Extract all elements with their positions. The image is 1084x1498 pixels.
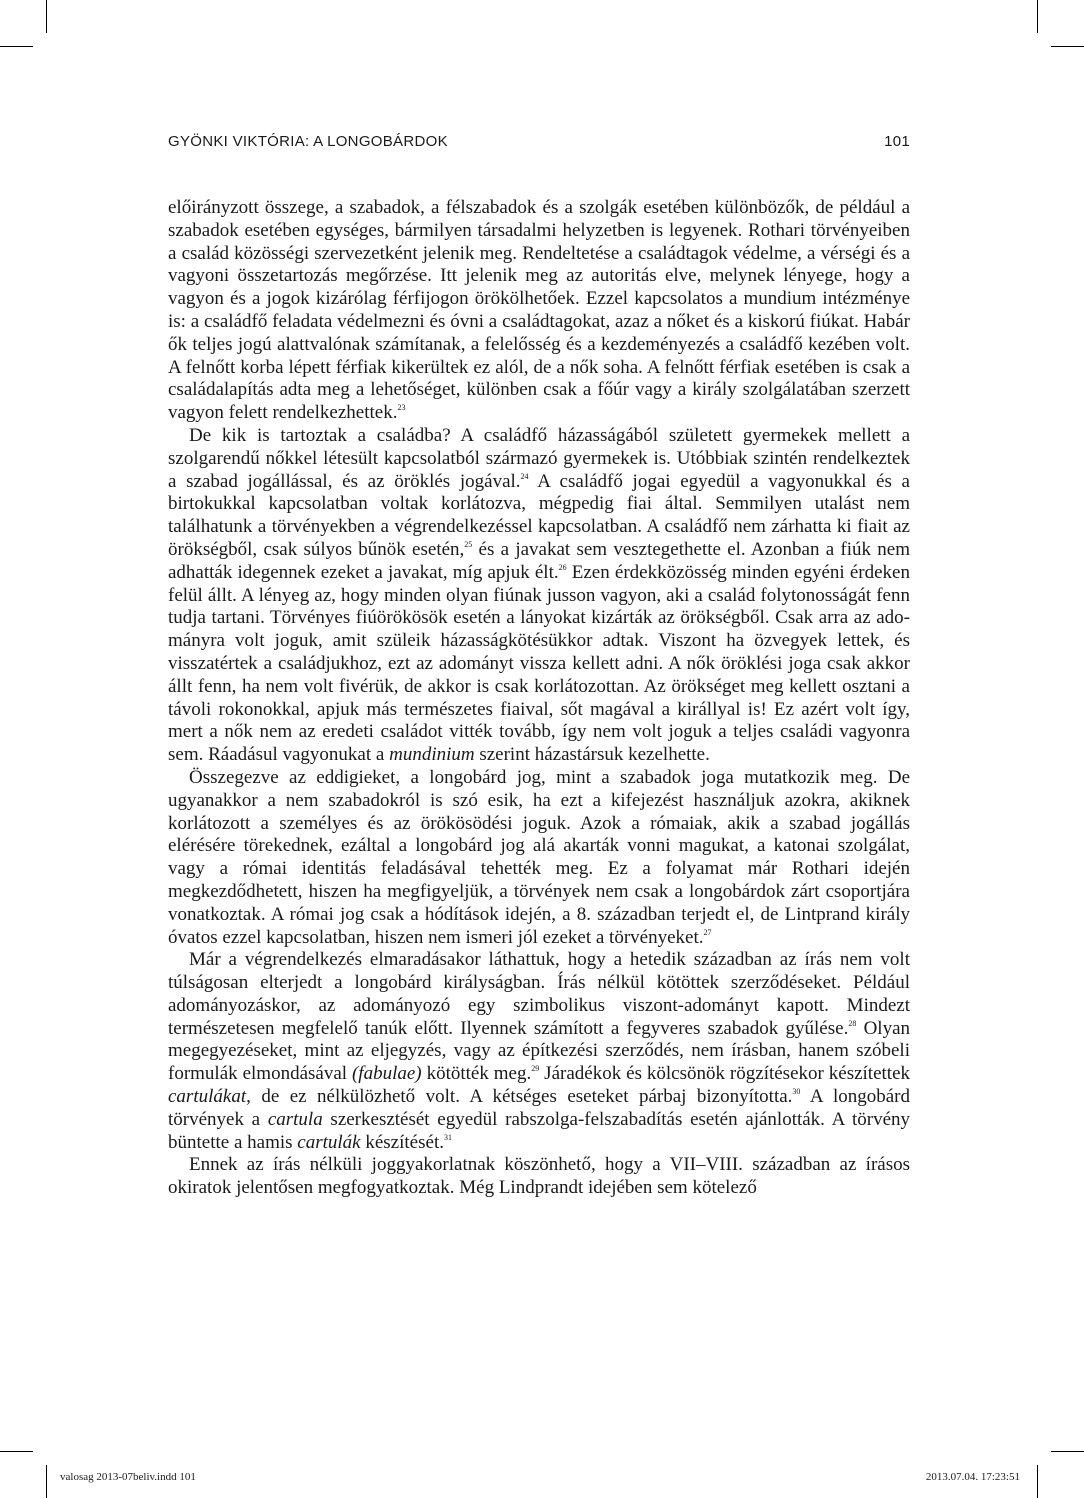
footnote-ref: 24 bbox=[520, 471, 529, 481]
paragraph bbox=[168, 197, 910, 425]
footnote-ref: 29 bbox=[531, 1064, 540, 1074]
crop-mark bbox=[0, 46, 33, 47]
footnote-ref: 26 bbox=[558, 562, 567, 572]
text-run: kötötték meg. bbox=[421, 1063, 532, 1085]
text-run: Már a végrendelkezés elmaradásakor láthattuk, hogy a hetedik században az írás nem volt túlságosan elterjedt a longobárd királyságban. Írás nélkül kötöttek szerződéseket. Például adományozáskor, az adományozó egy szimbolikus viszont-adományt kapott. Mindezt természetesen megfelelő tanúk előtt. Ilyennek számított a fegyveres szabadok gyűlése. bbox=[168, 949, 910, 1039]
footnote-ref: 25 bbox=[464, 539, 473, 549]
text-run: Járadékok és kölcsönök rögzítésekor készítettek bbox=[539, 1063, 911, 1085]
crop-mark bbox=[46, 1465, 47, 1498]
crop-mark bbox=[1037, 0, 1038, 33]
text-run: és a javakat sem vesztegethette el. Azonban a fiúk nem adhatták idegennek ezeket a javakat, míg apjuk élt. bbox=[168, 538, 911, 583]
print-slug-timestamp: 2013.07.04. 17:23:51 bbox=[925, 1471, 1020, 1483]
italic-term: cartulákat bbox=[168, 1086, 247, 1108]
text-run: előirányzott összege, a szabadok, a félszabadok és a szolgák esetében különbözők, de például a szabadok esetében egységes, bármilyen társadalmi helyzetben is legyenek. Rothari törvényeiben a család közösségi szervezetként jelenik meg. Rendeltetése a családtagok védelme, a vérségi és a vagyoni összetartozás megőrzése. Itt jelenik meg az autoritás elve, melynek lényege, hogy a vagyon és a jogok kizárólag férfijogon örökölhetőek. Ezzel kapcsolatos a mundium intézménye is: a családfő feladata védelmezni és óvni a családtagokat, azaz a nőket és a kiskorú fiúkat. Habár ők teljes jogú alattvalónak számítanak, a felelősség és a kezdeményezés a családfő kezében volt. A felnőtt korba lépett férfiak kikerültek ez alól, de a nők soha. A felnőtt férfiak esetében is csak a családalapítás adta meg a lehetőséget, különben csak a főúr vagy a király szolgálatában szerzett vagyon felett rendelkezhettek. bbox=[168, 197, 910, 424]
text-run: , de ez nélkülözhető volt. A kétséges eseteket párbaj bizonyította. bbox=[246, 1086, 793, 1108]
text-run: Olyan megegyezéseket, mint az eljegyzés, vagy az építkezési szerződés, nem írásban, hanem szóbeli formulák elmondásával bbox=[168, 1017, 911, 1085]
italic-term: cartula bbox=[267, 1108, 323, 1130]
footnote-ref: 31 bbox=[443, 1132, 452, 1142]
text-run: készítését. bbox=[360, 1131, 444, 1153]
text-run: Összegezve az eddigieket, a longobárd jog, mint a szabadok joga mutatkozik meg. De ugyanakkor a nem szabadokról is szó esik, ha ezt a kifejezést használjuk azokra, akiknek korlátozott a személyes és az örökösödési joguk. Azok a rómaiak, akik a szabad jogállás elérésére törekednek, ezáltal a longobárd jog alá akarták vonni magukat, a katonai szolgálat, vagy a római identitás feladásával tehették meg. Ez a folyamat már Rothari idején megkezdődhetett, hiszen ha megfigyeljük, a törvények nem csak a longobárdok zárt csoportjára vonatkoztak. A római jog csak a hódítások idején, a 8. században terjedt el, de Lintprand király óvatos ezzel kapcsolatban, hiszen nem ismeri jól ezeket a törvényeket. bbox=[168, 766, 910, 948]
body-text bbox=[168, 197, 910, 1200]
text-run: Ennek az írás nélküli joggyakorlatnak köszönhető, hogy a VII–VIII. században az írásos okiratok jelentősen megfogyatkoztak. Még Lindprandt idejében sem kötelező bbox=[168, 1154, 910, 1199]
crop-mark bbox=[1037, 1465, 1038, 1498]
paragraph bbox=[168, 1154, 910, 1200]
paragraph bbox=[168, 767, 910, 949]
text-run: szerint házastársuk kezelhette. bbox=[474, 744, 710, 766]
text-run: De kik is tartoztak a családba? A családfő házasságából született gyermekek mellett a szolgarendű nőkkel létesült kapcsolatból származó gyermekek is. Utóbbiak szintén rendelkeztek a szabad jogállással, és az öröklés jogával. bbox=[168, 424, 910, 492]
crop-mark bbox=[0, 1451, 33, 1452]
crop-mark bbox=[1051, 46, 1084, 47]
paragraph bbox=[168, 425, 910, 767]
text-run: szerkesztését egyedül rabszolga-felszabadítás esetén ajánlották. A törvény büntette a hamis bbox=[168, 1108, 911, 1153]
footnote-ref: 27 bbox=[703, 927, 712, 937]
print-slug-file: valosag 2013-07beliv.indd 101 bbox=[60, 1471, 196, 1483]
footnote-ref: 23 bbox=[397, 403, 406, 413]
paragraph bbox=[168, 949, 910, 1154]
crop-mark bbox=[46, 0, 47, 33]
footnote-ref: 30 bbox=[792, 1087, 801, 1097]
page-number: 101 bbox=[884, 133, 910, 150]
italic-term: mundinium bbox=[389, 744, 475, 766]
text-run: A családfő jogai egyedül a vagyonukkal és a birtokukkal kapcsolatban voltak korlátozva, mégpedig fiai által. Semmilyen utalást nem találhatunk a törvényekben a végrendelkezéssel kapcsolatban. A családfő nem zárhatta ki fiait az örökségből, csak súlyos bűnök esetén, bbox=[168, 470, 910, 560]
italic-term: cartulák bbox=[297, 1131, 361, 1153]
text-run: Ezen érdekközösség minden egyéni érdeken felül állt. A lényeg az, hogy minden olyan fiúnak jusson vagyon, aki a család folytonosságát fenn tudja tartani. Törvényes fiúörökösök esetén a lányokat kizárták az örökségből. Csak arra az adományra volt joguk, amit szüleik házasságkötésükkor adtak. Viszont ha özvegyek lettek, és visszatértek a családjukhoz, ezt az adományt vissza kellett adni. A nők öröklési joga csak akkor állt fenn, ha nem volt fivérük, de akkor is csak korlátozottan. Az örökséget meg kellett osztani a távoli rokonokkal, apjuk más természetes fiaival, sőt magával a királlyal is! Ez azért volt így, mert a nők nem az eredeti családot vitték tovább, így nem volt joguk a teljes családi vagyonra sem. Ráadásul vagyonukat a bbox=[168, 561, 910, 766]
text-run: A longobárd törvények a bbox=[168, 1086, 910, 1130]
crop-mark bbox=[1051, 1451, 1084, 1452]
running-head-title: GYÖNKI VIKTÓRIA: A LONGOBÁRDOK bbox=[168, 133, 448, 150]
italic-term: (fabulae) bbox=[351, 1063, 422, 1085]
footnote-ref: 28 bbox=[848, 1018, 857, 1028]
